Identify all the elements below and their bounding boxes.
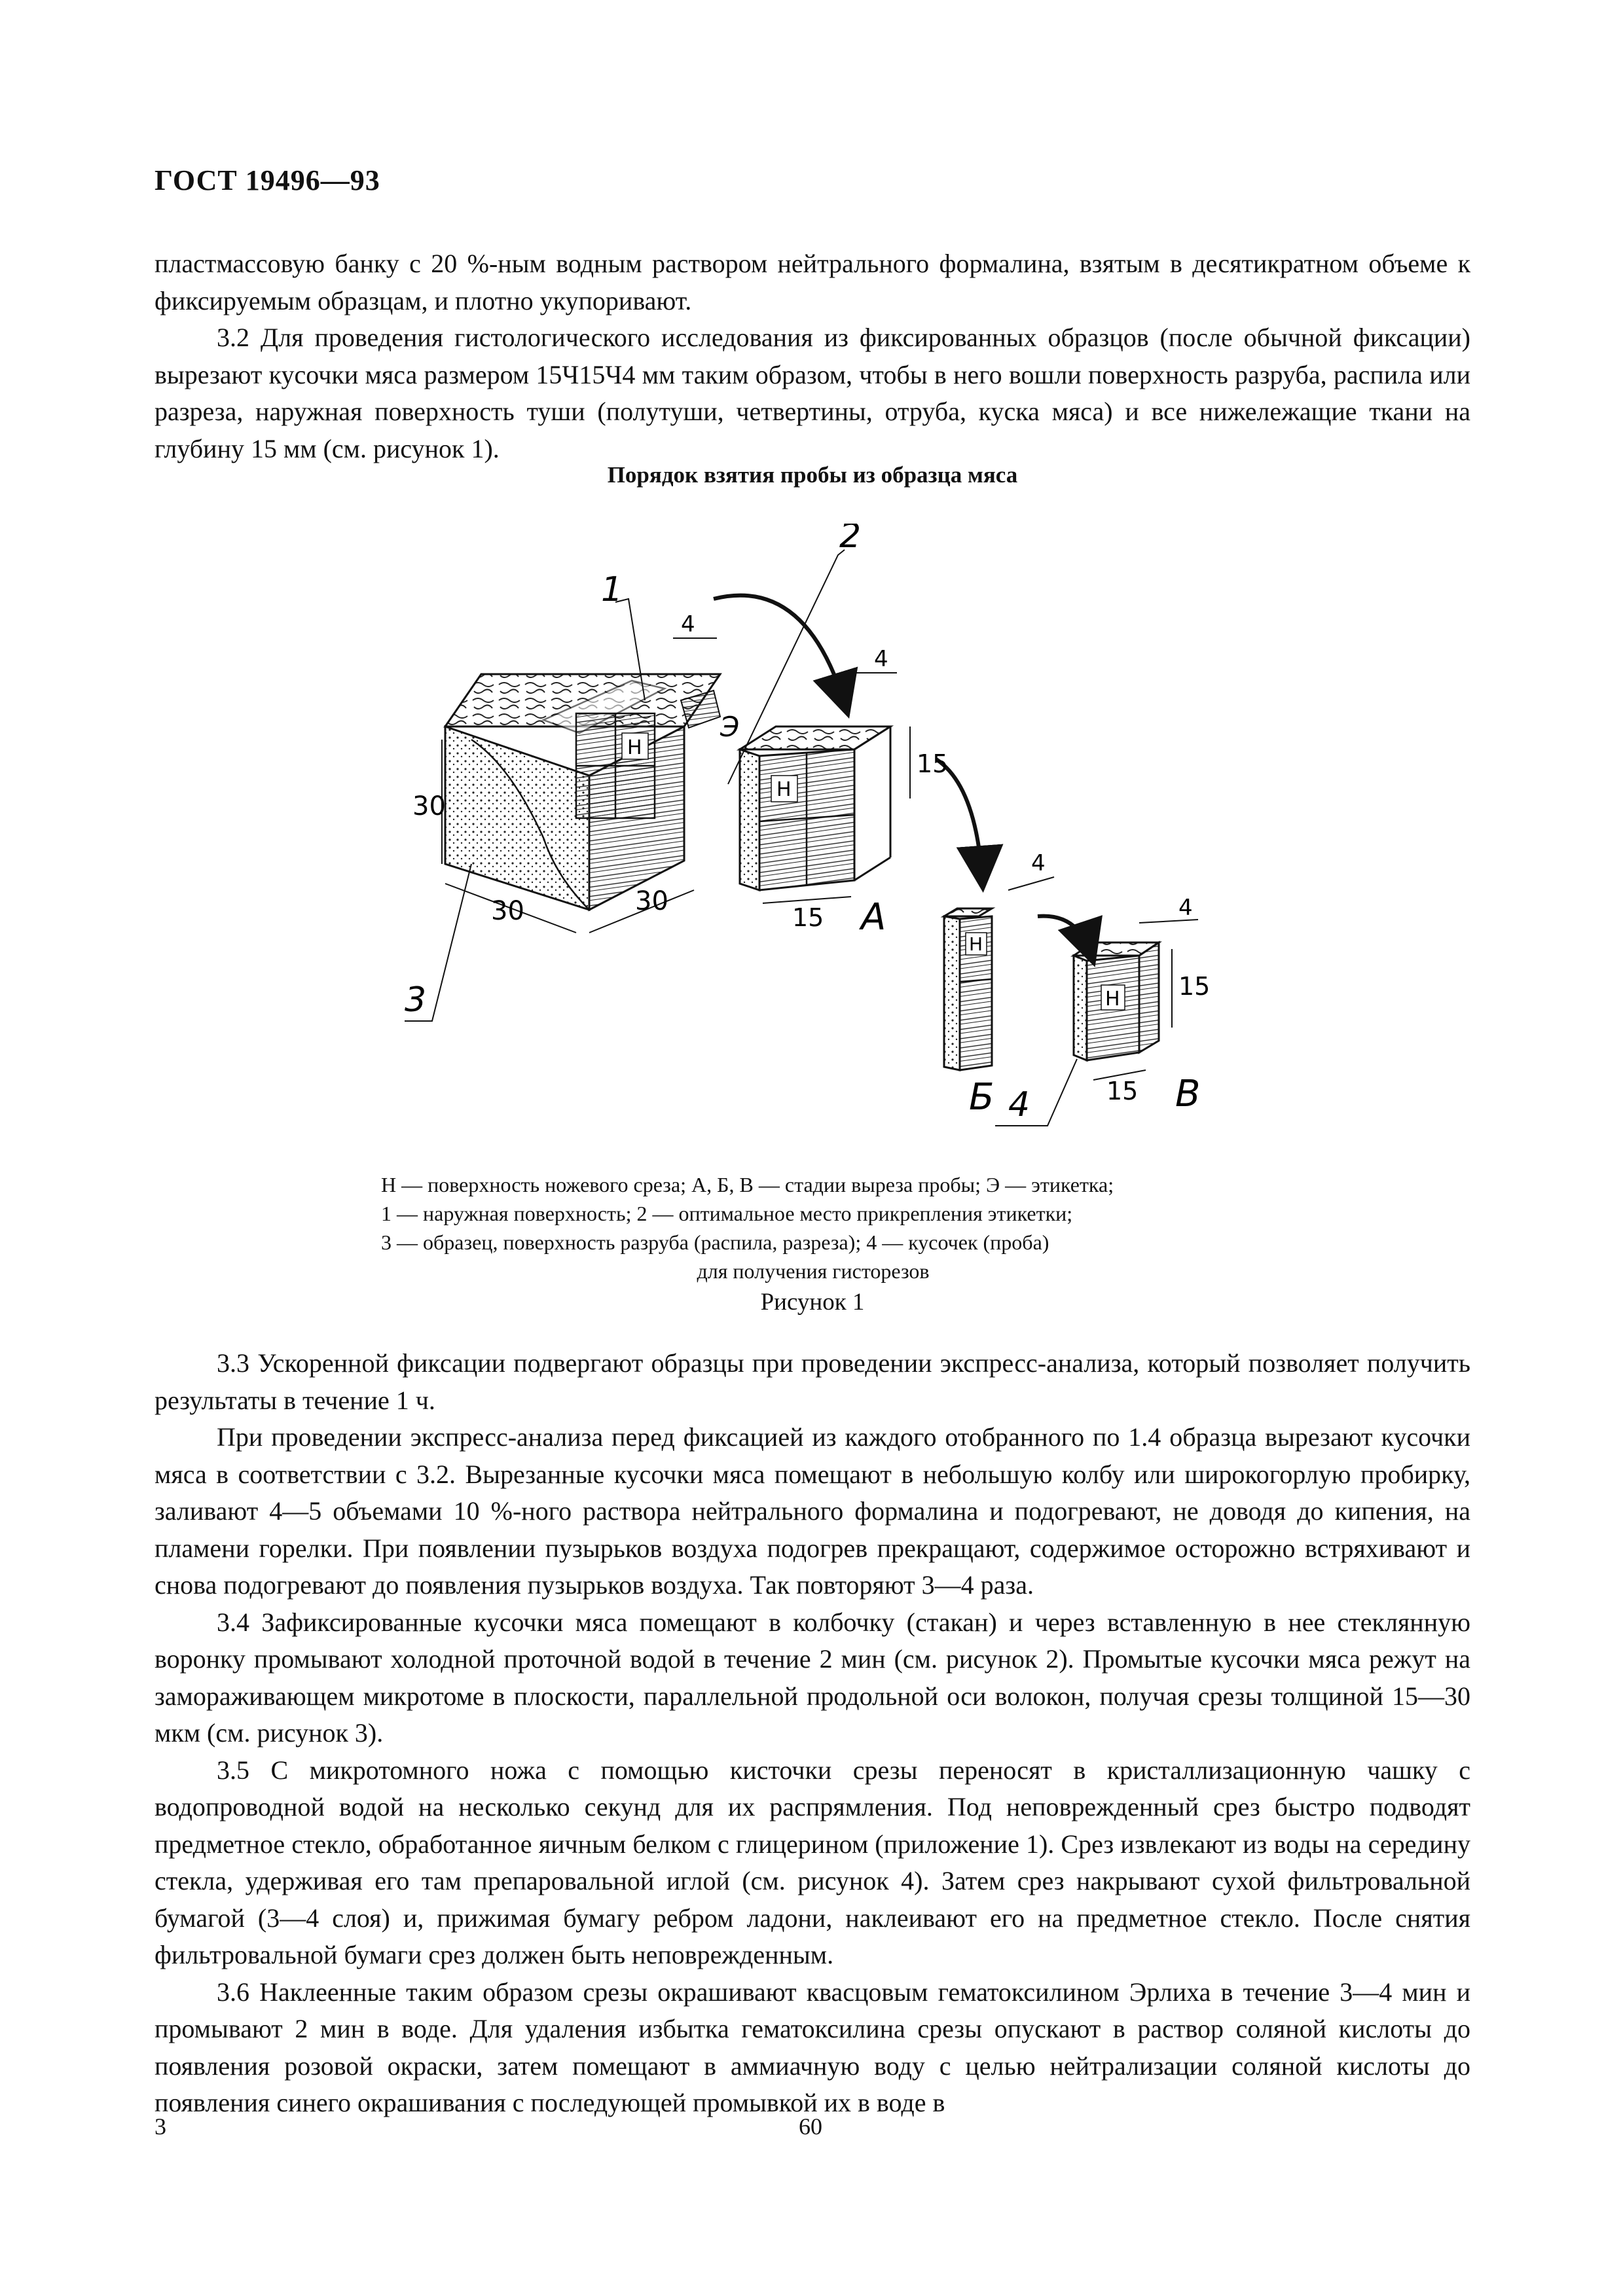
page-number: 60 (799, 2113, 822, 2140)
legend-line-1: Н — поверхность ножевого среза; А, Б, В — стадии выреза пробы; Э — этикетка; (381, 1173, 1114, 1196)
stage-letter-b: Б (969, 1076, 994, 1119)
letter-h-a: Н (776, 778, 792, 801)
callout-4: 4 (1008, 1085, 1030, 1124)
footer-left-number: 3 (155, 2113, 166, 2140)
dim-30-height: 30 (412, 791, 446, 821)
callout-3: 3 (405, 980, 427, 1020)
dim-4-d: 4 (1178, 895, 1193, 921)
dim-15-a-width: 15 (792, 903, 824, 932)
document-header: ГОСТ 19496—93 (155, 164, 380, 196)
paragraph-3-4: 3.4 Зафиксированные кусочки мяса помещают в колбочку (стакан) и через вставленную в нее стеклянную воронку промывают холодной проточной водой в течение 2 мин (см. рисунок 2). Промытые кусочки мяса режут на замораживающем микротоме в плоскости, параллельной продольной оси волокон, получая срезы толщиной 15—30 мкм (см. рисунок 3). (155, 1607, 1470, 1748)
letter-h-big: Н (627, 736, 642, 759)
dim-4-a: 4 (681, 611, 695, 637)
bottom-text (155, 1345, 1470, 2122)
stage-letter-v: В (1175, 1073, 1201, 1115)
sampling-diagram (393, 524, 1244, 1152)
paragraph-express-analysis: При проведении экспресс-анализа перед фиксацией из каждого отобранного по 1.4 образца вырезают кусочки мяса в соответствии с 3.2. Вырезанные кусочки мяса помещают в небольшую колбу или широкогорлую пробирку, заливают 4—5 объемами 10 %-ного раствора нейтрального формалина и подогревают, не доводя до кипения, на пламени горелки. При появлении пузырьков воздуха подогрев прекращают, содержимое осторожно встряхивают и снова подогревают до появления пузырьков воздуха. Так повторяют 3—4 раза. (155, 1422, 1470, 1600)
paragraph-3-3: 3.3 Ускоренной фиксации подвергают образцы при проведении экспресс-анализа, который позволяет получить результаты в течение 1 ч. (155, 1348, 1470, 1415)
legend-line-3: 3 — образец, поверхность разруба (распила, разреза); 4 — кусочек (проба) (381, 1230, 1049, 1254)
dim-4-b: 4 (874, 646, 888, 672)
figure-title: Порядок взятия пробы из образца мяса (607, 462, 1018, 488)
legend-line-4: для получения гисторезов (697, 1259, 930, 1283)
dim-15-v-width: 15 (1106, 1077, 1139, 1105)
big-block (445, 674, 720, 910)
paragraph-3-5: 3.5 С микротомного ножа с помощью кисточки срезы переносят в кристаллизационную чашку с водопроводной водой на несколько секунд для их распрямления. Под неповрежденный срез быстро подводят предметное стекло, обработанное яичным белком с глицерином (приложение 1). Срез извлекают из воды на середину стекла, удерживая его там препаровальной иглой (см. рисунок 4). Затем срез накрывают сухой фильтровальной бумагой (3—4 слоя) и, прижимая бумагу ребром ладони, наклеивают его на предметное стекло. После снятия фильтровальной бумаги срез должен быть неповрежденным. (155, 1755, 1470, 1969)
letter-h-v: Н (1105, 988, 1120, 1011)
dim-4-c: 4 (1031, 850, 1046, 876)
dim-15-a-height: 15 (917, 749, 949, 778)
letter-h-b: Н (969, 933, 983, 955)
dim-15-v-height: 15 (1178, 972, 1211, 1001)
stage-b-block (944, 908, 992, 1070)
stage-a-block (740, 726, 890, 890)
callout-2: 2 (839, 524, 862, 556)
callout-1: 1 (601, 570, 623, 609)
paragraph-3-2: 3.2 Для проведения гистологического исследования из фиксированных образцов (после обычной фиксации) вырезают кусочки мяса размером 15Ч15Ч4 мм таким образом, чтобы в него вошли поверхность разруба, распила или разреза, наружная поверхность туши (полутуши, четвертины, отруба, куска мяса) и все нижележащие ткани на глубину 15 мм (см. рисунок 1). (155, 323, 1470, 463)
figure-1-drawing (393, 524, 1244, 1152)
dim-30-depth: 30 (491, 896, 524, 926)
figure-legend (381, 1170, 1245, 1285)
callout-label-e: Э (720, 711, 740, 743)
legend-line-2: 1 — наружная поверхность; 2 — оптимальное место прикрепления этикетки; (381, 1202, 1073, 1225)
top-text (155, 245, 1470, 467)
paragraph-3-6: 3.6 Наклеенные таким образом срезы окрашивают квасцовым гематоксилином Эрлиха в течение 3—4 мин и промывают 2 мин в воде. Для удаления избытка гематоксилина срезы опускают в раствор соляной кислоты до появления розовой окраски, затем помещают в аммиачную воду с целью нейтрализации соляной кислоты до появления синего окрашивания с последующей промывкой их в воде в (155, 1977, 1470, 2117)
figure-caption: Рисунок 1 (760, 1289, 865, 1316)
paragraph-continued: пластмассовую банку с 20 %-ным водным раствором нейтрального формалина, взятым в десятикратном объеме к фиксируемым образцам, и плотно укупоривают. (155, 249, 1470, 315)
stage-letter-a: А (861, 896, 886, 939)
dim-30-width: 30 (635, 886, 668, 916)
